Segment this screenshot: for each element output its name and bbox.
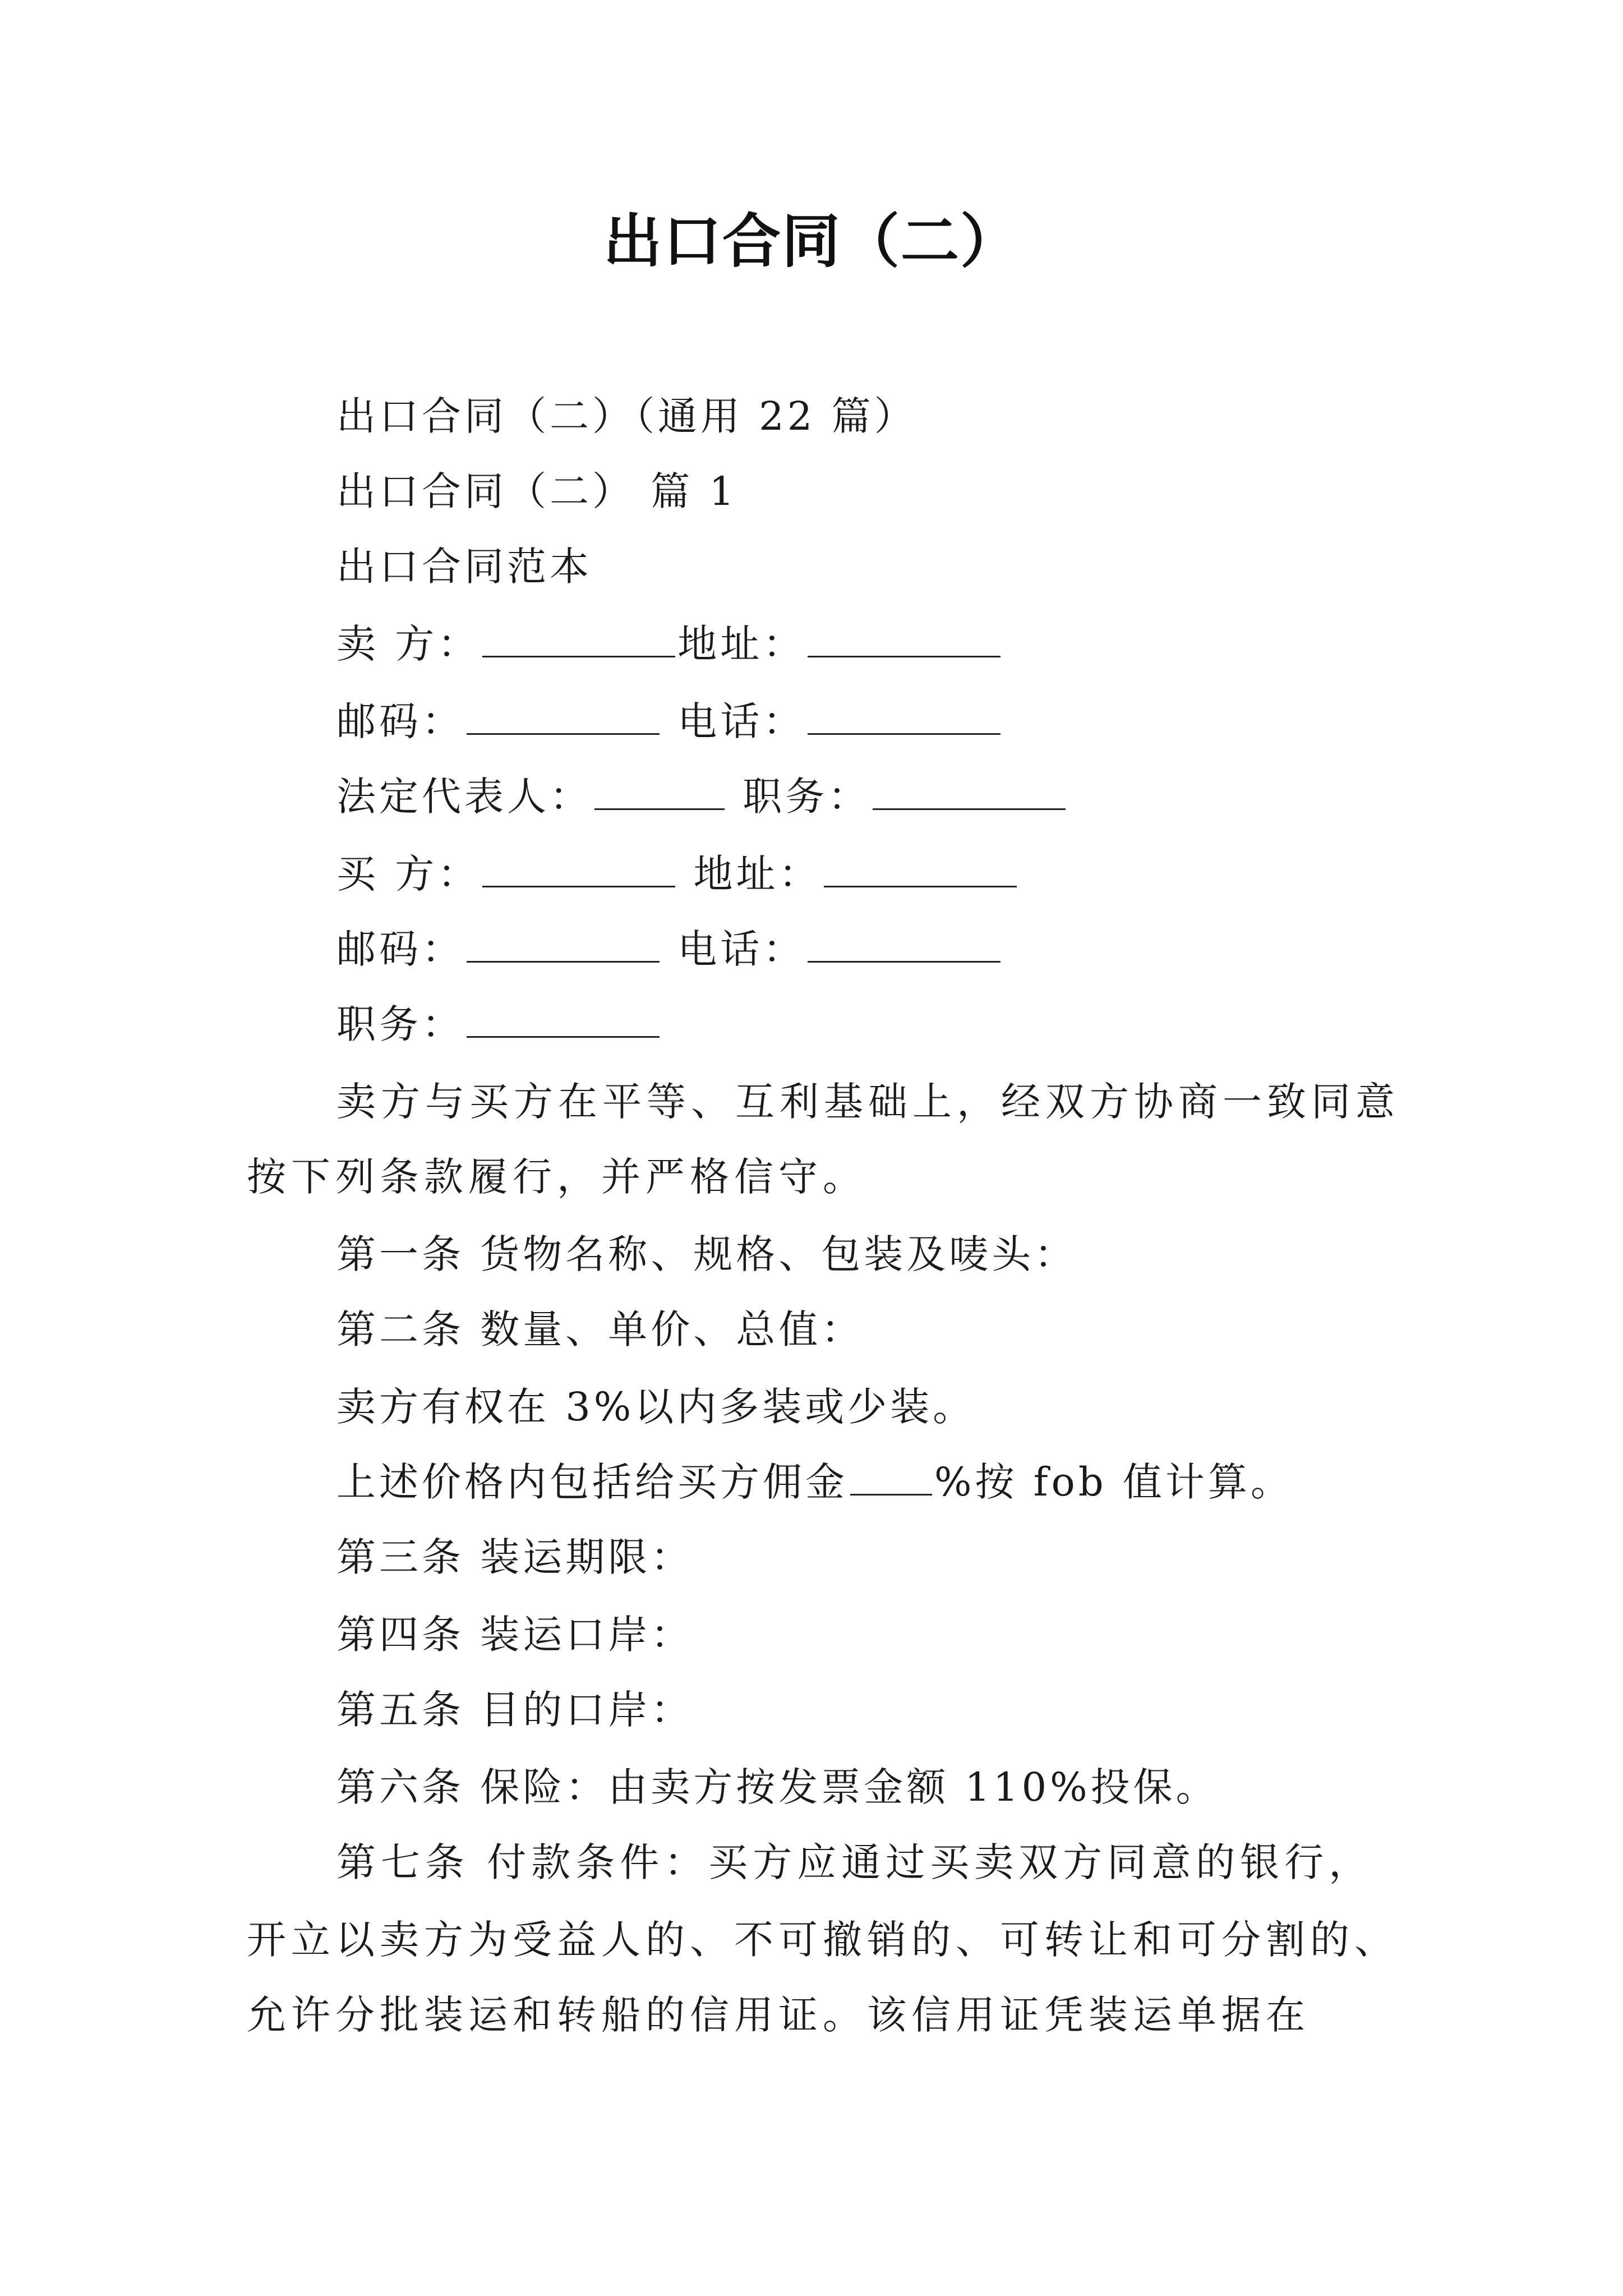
commission-suffix: %按 fob 值计算。 — [934, 1459, 1293, 1505]
legal-rep-row — [336, 769, 1068, 825]
buyer-name-blank — [482, 852, 675, 887]
article-2: 第二条 数量、单价、总值： — [336, 1306, 864, 1352]
buyer-address-label: 地址： — [693, 851, 822, 897]
seller-address-blank — [808, 622, 1000, 657]
commission-blank — [850, 1460, 932, 1496]
buyer-row — [336, 846, 1019, 902]
legal-rep-position-label: 职务： — [743, 774, 871, 820]
buyer-position-label: 职务： — [336, 1001, 464, 1047]
commission-prefix: 上述价格内包括给买方佣金 — [336, 1459, 848, 1505]
document-title: 出口合同（二） — [603, 206, 1020, 275]
subtitle-collection: 出口合同（二）（通用 22 篇） — [336, 393, 917, 439]
buyer-postcode-label: 邮码： — [336, 926, 464, 972]
legal-rep-label: 法定代表人： — [336, 774, 592, 820]
buyer-label: 买 方： — [336, 851, 481, 897]
article-1: 第一条 货物名称、规格、包装及唛头： — [336, 1231, 1077, 1277]
seller-contact-row — [336, 693, 1003, 749]
buyer-address-blank — [824, 852, 1017, 887]
subtitle-template: 出口合同范本 — [336, 544, 592, 590]
seller-postcode-label: 邮码： — [336, 698, 464, 744]
seller-row — [336, 616, 1003, 672]
buyer-contact-row — [336, 921, 1003, 977]
article-2-note-2 — [336, 1454, 1293, 1510]
article-2-note-1: 卖方有权在 3%以内多装或少装。 — [336, 1384, 976, 1430]
article-4: 第四条 装运口岸： — [336, 1612, 694, 1658]
seller-postcode-blank — [467, 700, 660, 735]
seller-phone-blank — [808, 700, 1000, 735]
buyer-phone-blank — [808, 927, 1000, 963]
legal-rep-position-blank — [873, 775, 1066, 810]
seller-name-blank — [482, 622, 675, 657]
article-3: 第三条 装运期限： — [336, 1534, 694, 1580]
subtitle-part: 出口合同（二） 篇 1 — [336, 468, 738, 514]
legal-rep-blank — [594, 775, 725, 810]
buyer-phone-label: 电话： — [677, 926, 806, 972]
intro-line-1: 卖方与买方在平等、互利基础上，经双方协商一致同意 — [336, 1079, 1400, 1125]
article-7-line-2: 开立以卖方为受益人的、不可撤销的、可转让和可分割的、 — [247, 1917, 1399, 1963]
article-7-line-1: 第七条 付款条件：买方应通过买卖双方同意的银行， — [336, 1839, 1373, 1885]
seller-label: 卖 方： — [336, 621, 481, 667]
buyer-postcode-blank — [467, 927, 660, 963]
article-7-line-3: 允许分批装运和转船的信用证。该信用证凭装运单据在 — [247, 1992, 1310, 2038]
seller-phone-label: 电话： — [677, 698, 806, 744]
buyer-position-blank — [467, 1002, 660, 1038]
buyer-position-row — [336, 996, 662, 1052]
seller-address-label: 地址： — [677, 621, 806, 667]
article-6: 第六条 保险：由卖方按发票金额 110%投保。 — [336, 1764, 1219, 1810]
article-5: 第五条 目的口岸： — [336, 1687, 694, 1733]
intro-line-2: 按下列条款履行，并严格信守。 — [247, 1154, 867, 1200]
